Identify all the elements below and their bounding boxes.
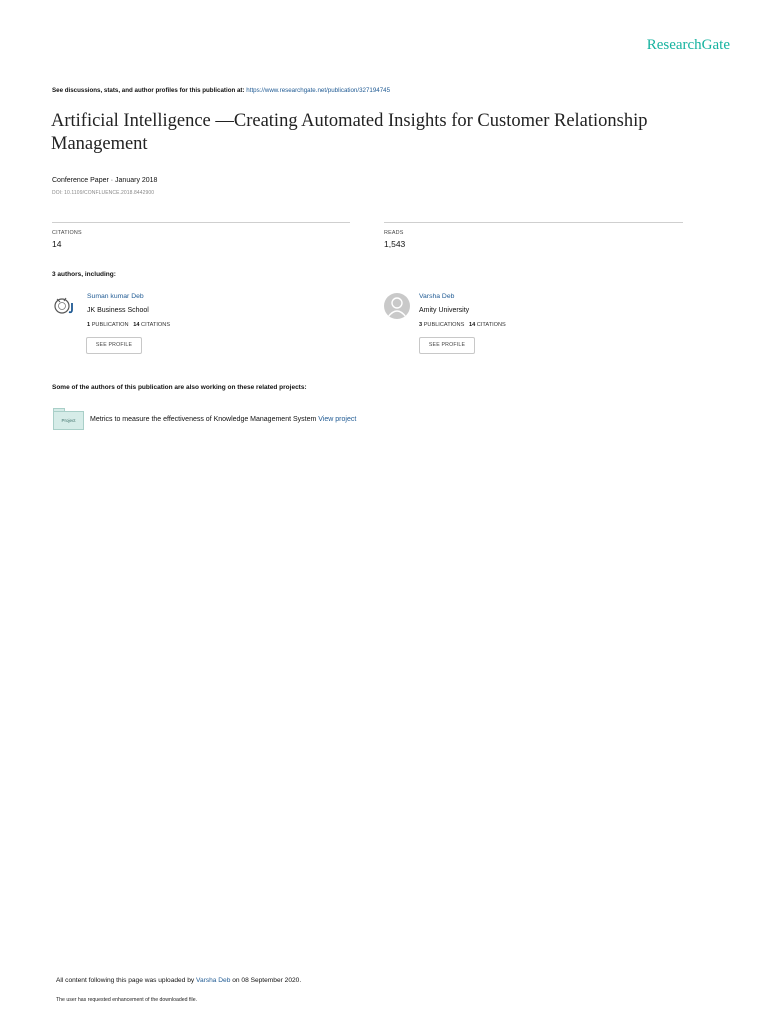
reads-divider <box>384 222 683 223</box>
paper-title: Artificial Intelligence —Creating Automated Insights for Customer Relationship Management <box>51 111 648 154</box>
user-placeholder-icon <box>384 293 410 319</box>
author-logo-icon <box>51 293 77 319</box>
author-avatar[interactable] <box>384 293 410 319</box>
upload-note: All content following this page was uploaded by Varsha Deb on 08 September 2020. <box>56 977 302 984</box>
view-project-link[interactable]: View project <box>318 416 357 423</box>
top-note-prefix: See discussions, stats, and author profiles for this publication at: <box>52 87 245 94</box>
author-name-link[interactable]: Varsha Deb <box>419 293 455 300</box>
top-note <box>52 87 390 94</box>
see-profile-button[interactable]: SEE PROFILE <box>419 337 475 354</box>
author-avatar[interactable] <box>51 293 77 319</box>
citations-label: CITATIONS <box>52 230 82 236</box>
citations-divider <box>52 222 350 223</box>
author-stats: 3 PUBLICATIONS 14 CITATIONS <box>419 322 506 328</box>
project-folder-icon[interactable] <box>53 408 84 430</box>
reads-label: READS <box>384 230 404 236</box>
download-note: The user has requested enhancement of the downloaded file. <box>56 997 198 1003</box>
author-affiliation: Amity University <box>419 307 470 314</box>
uploader-link[interactable]: Varsha Deb <box>196 977 231 984</box>
citations-value: 14 <box>52 239 62 249</box>
publication-meta: Conference Paper · January 2018 <box>52 177 158 184</box>
reads-value: 1,543 <box>384 239 406 249</box>
author-stats: 1 PUBLICATION 14 CITATIONS <box>87 322 171 328</box>
author-name-link[interactable]: Suman kumar Deb <box>87 293 144 300</box>
related-projects-heading: Some of the authors of this publication are also working on these related projects: <box>52 384 307 391</box>
see-profile-button[interactable]: SEE PROFILE <box>86 337 142 354</box>
project-folder-label: Project <box>61 418 76 423</box>
doi: DOI: 10.1109/CONFLUENCE.2018.8442900 <box>52 190 155 196</box>
researchgate-logo[interactable]: ResearchGate <box>646 37 730 53</box>
project-title: Metrics to measure the effectiveness of Knowledge Management System <box>90 416 317 423</box>
project-entry <box>90 416 356 423</box>
authors-heading: 3 authors, including: <box>52 271 116 278</box>
author-affiliation: JK Business School <box>87 307 149 314</box>
publication-url-link[interactable]: https://www.researchgate.net/publication/327194745 <box>246 87 391 94</box>
